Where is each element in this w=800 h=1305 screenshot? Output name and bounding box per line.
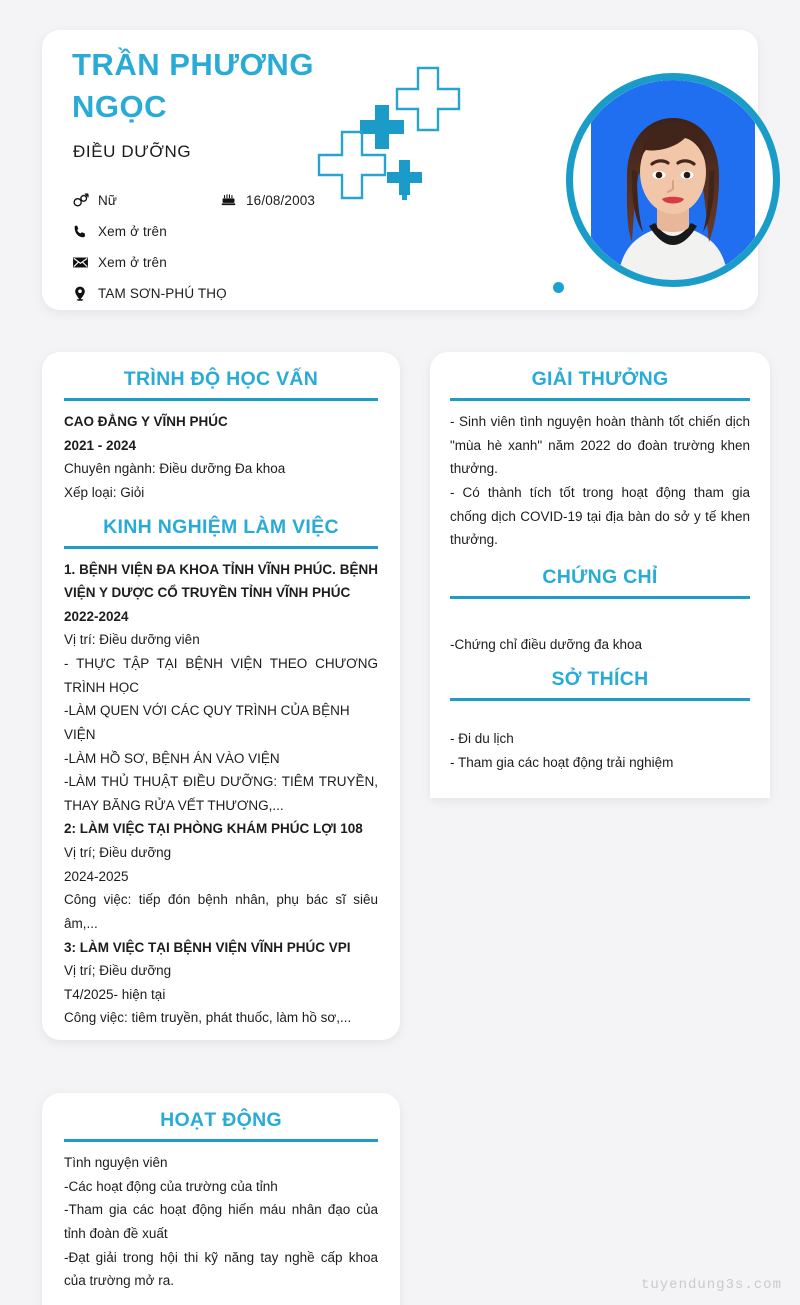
awards-certificates-hobbies-card: [430, 352, 770, 798]
cross-outline-large-top-icon: [395, 66, 461, 132]
hobbies-section-title: SỞ THÍCH: [551, 668, 649, 691]
education-school: CAO ĐẲNG Y VĨNH PHÚC: [64, 414, 228, 429]
experience-line: Vị trí; Điều dưỡng: [64, 963, 172, 979]
experience-rule: [64, 546, 378, 549]
candidate-job-title: ĐIỀU DƯỠNG: [73, 142, 192, 161]
activities-item: -Đạt giải trong hội thi kỹ năng tay nghề cấp khoa của trường mở ra.: [64, 1249, 378, 1289]
education-rule: [64, 398, 378, 401]
experience-line: -LÀM HỒ SƠ, BỆNH ÁN VÀO VIỆN: [64, 750, 280, 766]
experience-line: 2024-2025: [64, 868, 129, 884]
experience-line: -LÀM QUEN VỚI CÁC QUY TRÌNH CỦA BỆNH VIỆN: [64, 703, 350, 742]
activities-rule: [64, 1139, 378, 1142]
experience-period: 2022-2024: [64, 608, 129, 624]
awards-section-title: GIẢI THƯỞNG: [531, 368, 669, 390]
contact-row-address: [72, 278, 452, 309]
experience-line: - THỰC TẬP TẠI BỆNH VIỆN THEO CHƯƠNG TRÌNH HỌC: [64, 656, 378, 695]
awards-rule: [450, 398, 750, 401]
contact-list: [72, 185, 452, 309]
candidate-name: TRẦN PHƯƠNG NGỌC: [72, 47, 314, 124]
hobbies-item: - Đi du lịch: [450, 731, 514, 747]
experience-line: Công việc: tiếp đón bệnh nhân, phụ bác sĩ siêu âm,...: [64, 892, 378, 931]
certificates-item: -Chứng chỉ điều dưỡng đa khoa: [450, 636, 643, 652]
contact-row-phone: [72, 216, 452, 247]
site-watermark: tuyendung3s.com: [640, 1277, 782, 1293]
activities-card: [42, 1093, 400, 1305]
activities-section-title: HOẠT ĐỘNG: [160, 1109, 282, 1131]
email-icon: [72, 254, 98, 271]
experience-line: Vị trí: Điều dưỡng viên: [64, 632, 200, 648]
awards-item: - Có thành tích tốt trong hoạt động tham gia chống dịch COVID-19 tại địa bàn do sở y tế khen thưởng.: [450, 484, 750, 548]
experience-line: Công việc: tiêm truyền, phát thuốc, làm hồ sơ,...: [64, 1010, 352, 1026]
certificates-rule: [450, 596, 750, 599]
experience-line: Vị trí; Điều dưỡng: [64, 845, 172, 860]
activities-item: Tình nguyện viên: [64, 1155, 168, 1170]
certificates-section-title: CHỨNG CHỈ: [542, 565, 658, 588]
avatar: [566, 73, 780, 287]
cross-filled-small-icon: [387, 160, 422, 195]
activities-item: -Tham gia các hoạt động hiến máu nhân đạo của tỉnh đoàn đề xuất: [64, 1202, 378, 1241]
hobbies-rule: [450, 698, 750, 701]
awards-item: - Sinh viên tình nguyện hoàn thành tốt chiến dịch "mùa hè xanh" năm 2022 do đoàn trường khen thưởng.: [450, 414, 750, 477]
decoration-mini-square: [402, 195, 407, 200]
contact-row-email: [72, 247, 452, 278]
decoration-dot: [553, 282, 564, 293]
experience-item: [64, 558, 378, 818]
cross-outline-bottom-icon: [317, 130, 387, 200]
experience-heading: 1. BỆNH VIỆN ĐA KHOA TỈNH VĨNH PHÚC. BỆNH VIỆN Y DƯỢC CỔ TRUYỀN TỈNH VĨNH PHÚC: [64, 561, 378, 601]
experience-item: [64, 817, 378, 935]
address-value: TAM SƠN-PHÚ THỌ: [98, 286, 227, 301]
email-value: Xem ở trên: [98, 255, 167, 270]
hobbies-item: - Tham gia các hoạt động trải nghiệm: [450, 755, 674, 770]
avatar-image: [573, 80, 773, 280]
birthday-group: [220, 192, 315, 209]
education-years: 2021 - 2024: [64, 437, 137, 453]
gender-icon: [72, 192, 98, 209]
experience-line: -LÀM THỦ THUẬT ĐIỀU DƯỠNG: TIÊM TRUYỀN, THAY BĂNG RỬA VẾT THƯƠNG,...: [64, 774, 378, 813]
phone-icon: [72, 224, 98, 240]
birthday-cake-icon: [220, 192, 246, 209]
birthday-value: 16/08/2003: [246, 193, 316, 208]
experience-item: [64, 936, 378, 1031]
experience-section-title: KINH NGHIỆM LÀM VIỆC: [103, 515, 339, 538]
location-pin-icon: [72, 285, 98, 302]
header-card: [42, 30, 758, 310]
education-major: Chuyên ngành: Điều dưỡng Đa khoa: [64, 461, 286, 477]
education-section-title: TRÌNH ĐỘ HỌC VẤN: [123, 368, 319, 390]
education-grade: Xếp loại: Giỏi: [64, 484, 145, 500]
experience-heading: 2: LÀM VIỆC TẠI PHÒNG KHÁM PHÚC LỢI 108: [64, 821, 363, 837]
activities-item: -Các hoạt động của trường của tỉnh: [64, 1178, 278, 1194]
experience-heading: 3: LÀM VIỆC TẠI BỆNH VIỆN VĨNH PHÚC VPI: [64, 939, 351, 955]
gender-value: Nữ: [98, 193, 118, 208]
phone-value: Xem ở trên: [98, 224, 167, 239]
education-experience-card: [42, 352, 400, 1040]
experience-line: T4/2025- hiện tại: [64, 986, 166, 1002]
